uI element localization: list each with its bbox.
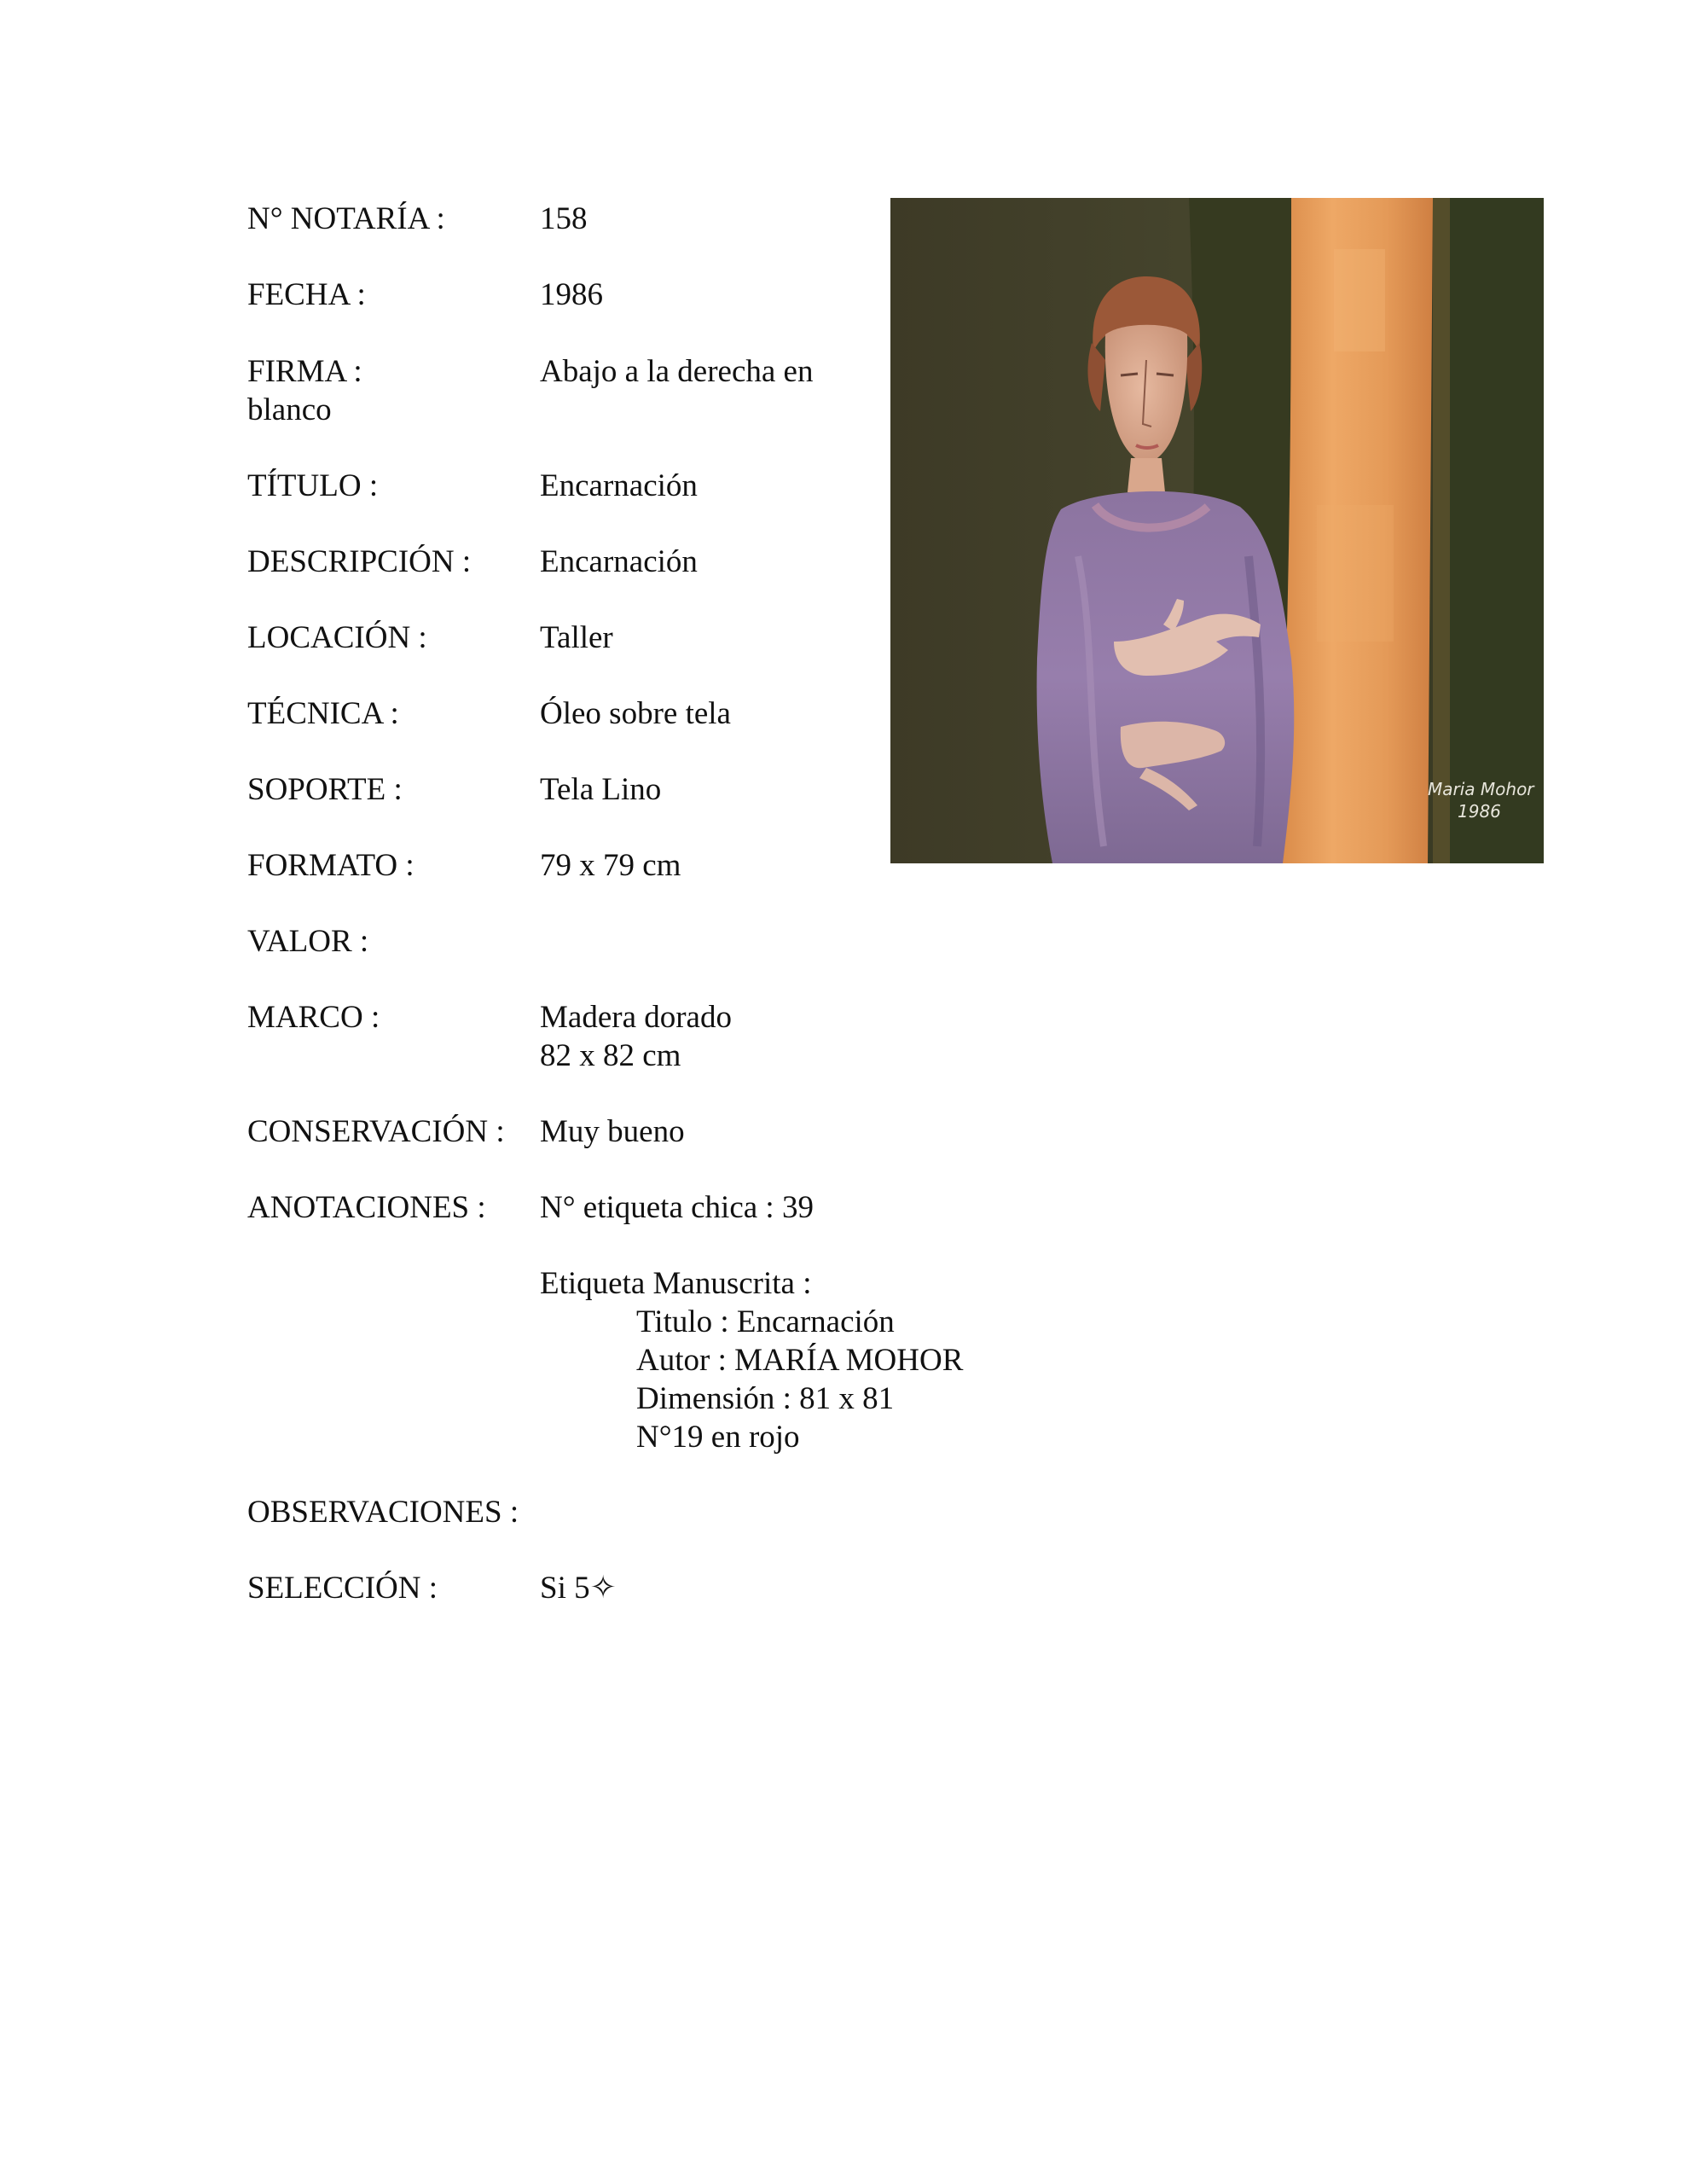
field-label: SELECCIÓN : bbox=[247, 1571, 438, 1606]
painting-year: 1986 bbox=[1458, 801, 1501, 822]
field-value: 1986 bbox=[540, 277, 603, 312]
field-value: N° etiqueta chica : 39 bbox=[540, 1190, 814, 1225]
field-label: SOPORTE : bbox=[247, 772, 403, 807]
field-value: 79 x 79 cm bbox=[540, 848, 681, 883]
field-value: Encarnación bbox=[540, 468, 698, 503]
etiqueta-manuscrita bbox=[540, 1264, 963, 1456]
etiqueta-line: N°19 en rojo bbox=[636, 1420, 800, 1455]
field-label: TÍTULO : bbox=[247, 468, 379, 503]
etiqueta-line: Titulo : Encarnación bbox=[636, 1304, 895, 1339]
etiqueta-line: Dimensión : 81 x 81 bbox=[636, 1381, 895, 1416]
field-label: N° NOTARÍA : bbox=[247, 201, 445, 236]
field-value-line2: 82 x 82 cm bbox=[540, 1038, 681, 1073]
field-label: ANOTACIONES : bbox=[247, 1190, 486, 1225]
field-value: Taller bbox=[540, 620, 613, 655]
field-value: Madera dorado bbox=[540, 1000, 732, 1035]
field-value: Tela Lino bbox=[540, 772, 662, 807]
field-label: DESCRIPCIÓN : bbox=[247, 544, 472, 579]
field-value: Encarnación bbox=[540, 544, 698, 579]
field-label: FORMATO : bbox=[247, 848, 415, 883]
field-label: FECHA : bbox=[247, 277, 366, 312]
field-label: LOCACIÓN : bbox=[247, 620, 427, 655]
field-value: Abajo a la derecha en bbox=[540, 354, 814, 389]
painting-signature: Maria Mohor bbox=[1428, 779, 1534, 799]
field-value: Muy bueno bbox=[540, 1114, 685, 1149]
field-label: CONSERVACIÓN : bbox=[247, 1114, 505, 1149]
painting-image bbox=[890, 198, 1544, 863]
field-label: VALOR : bbox=[247, 924, 369, 959]
field-value: 158 bbox=[540, 201, 588, 236]
field-label: MARCO : bbox=[247, 1000, 380, 1035]
etiqueta-heading: Etiqueta Manuscrita : bbox=[540, 1266, 812, 1301]
field-value-continuation: blanco bbox=[247, 392, 332, 427]
field-label: TÉCNICA : bbox=[247, 696, 399, 731]
etiqueta-line: Autor : MARÍA MOHOR bbox=[636, 1343, 964, 1378]
field-label: FIRMA : bbox=[247, 354, 362, 389]
field-value: Óleo sobre tela bbox=[540, 696, 731, 731]
field-value: Si 5✧ bbox=[540, 1571, 617, 1606]
field-label: OBSERVACIONES : bbox=[247, 1495, 519, 1530]
